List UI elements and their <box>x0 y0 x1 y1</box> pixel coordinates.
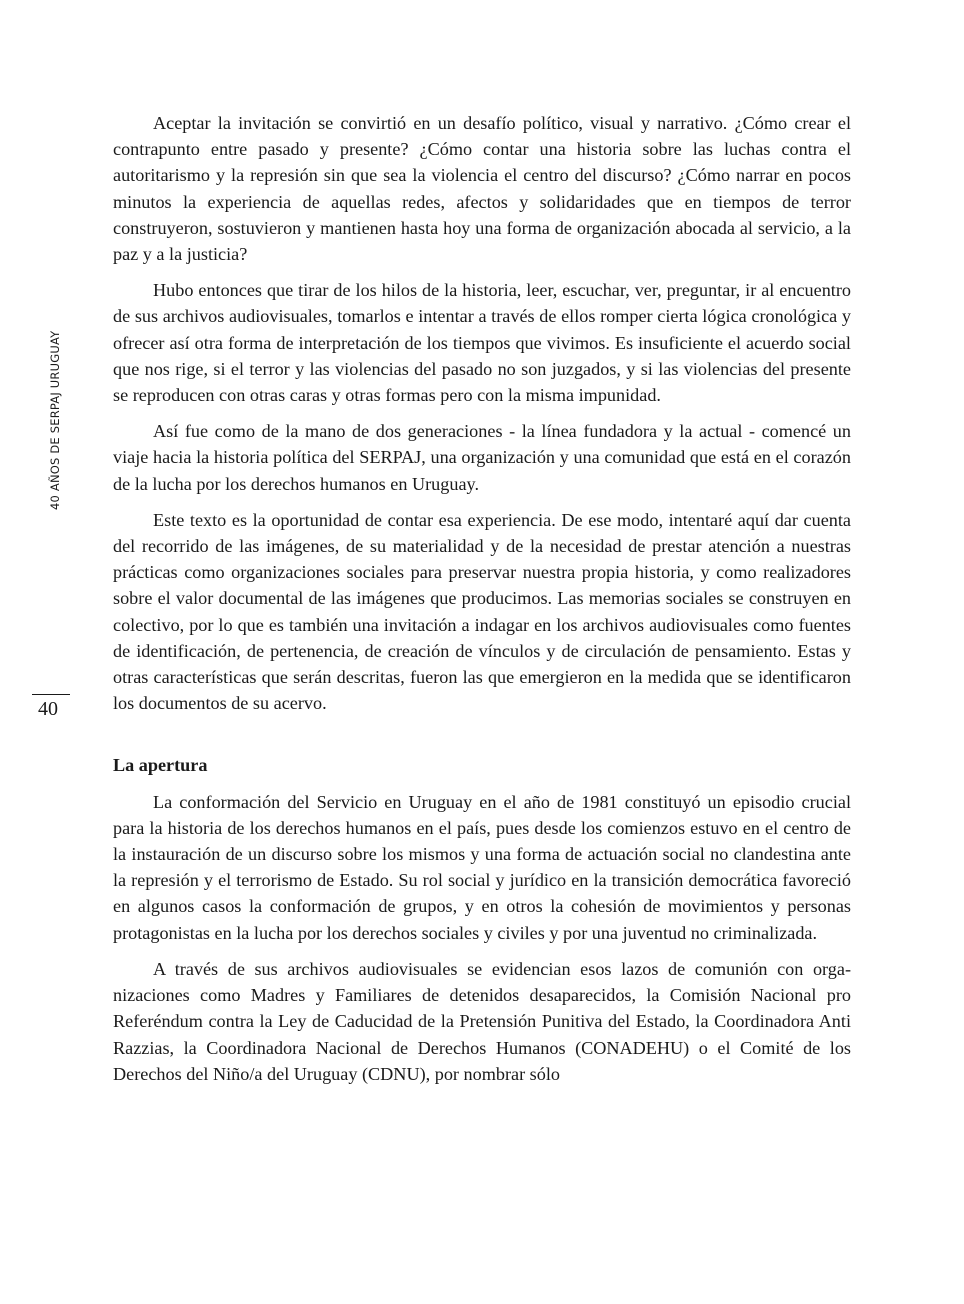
folio-rule <box>32 694 70 695</box>
paragraph: Este texto es la oportunidad de contar esa experiencia. De ese modo, intentaré aquí dar cuenta del recorrido de las imágenes, de su materialidad y de la necesidad de prestar atención a nuestras prácticas como organizaciones sociales para preservar nuestra propia historia, y como realizadores sobre el valor documental de las imágenes que producimos. Las memorias sociales se construyen en colectivo, por lo que es también una invitación a indagar en los archivos audiovisuales como fuentes de identificación, de pertenencia, de creación de vínculos y de circulación de pensamiento. Estas y otras características que serán descritas, fueron las que emergieron en la medida que se identificaron los documentos de su acervo. <box>113 509 851 714</box>
section-heading: La apertura <box>113 755 208 776</box>
paragraph: La conformación del Servicio en Uruguay en el año de 1981 constituyó un episodio crucial para la historia de los derechos humanos en el país, pues desde los comienzos estuvo en el centro de la instauración de un discurso sobre los mismos y una forma de actuación social no clandestina ante la represión y el terrorismo de Estado. Su rol social y jurídico en la transición democrática favoreció en algunos casos la conformación de grupos, y en otros la cohesión de movimientos y personas protagonistas en la lucha por los derechos sociales y civiles y por una juventud no criminalizada. <box>113 791 851 943</box>
page-number: 40 <box>38 698 58 720</box>
body-text <box>113 110 851 1097</box>
running-head-text: 40 AÑOS DE SERPAJ URUGUAY <box>48 330 62 510</box>
paragraph: Así fue como de la mano de dos generaciones - la línea fundadora y la actual - comencé un viaje hacia la historia política del SERPAJ, una organización y una comunidad que está en el corazón de la lucha por los derechos humanos en Uruguay. <box>113 421 851 494</box>
running-head <box>48 330 66 520</box>
paragraph: A través de sus archivos audiovisuales se evidencian esos lazos de comunión con organizaciones como Madres y Familiares de detenidos desaparecidos, la Comisión Nacional pro Referéndum contra la Ley de Caducidad de la Pretensión Punitiva del Estado, la Coordinadora Anti Razzias, la Coordinadora Nacional de Derechos Humanos (CONADEHU) o el Comité de los Derechos del Niño/a del Uruguay (CDNU), por nombrar sólo <box>113 958 851 1084</box>
paragraph: Hubo entonces que tirar de los hilos de la historia, leer, escuchar, ver, preguntar, ir al encuentro de sus archivos audiovisuales, tomarlos e intentar a través de ellos romper cierta lógica cronológica y ofrecer así otra forma de interpretación de los tiempos que vivimos. Es insuficiente el acuerdo social que nos rige, si el terror y las violencias del pasado no son juzgados, y si las violencias del presente se reproducen con otras caras y otras formas pero con la misma impunidad. <box>113 280 851 406</box>
paragraph: Aceptar la invitación se convirtió en un desafío político, visual y narrativo. ¿Cómo crear el contrapunto entre pasado y presente? ¿Cómo contar una historia sobre las luchas contra el autoritarismo y la represión sin que sea la violencia el centro del discurso? ¿Cómo narrar en pocos minutos la experiencia de aquellas redes, afectos y solidaridades que en tiempos de terror construyeron, sostuvieron y mantienen hasta hoy una forma de organización abocada al servicio, a la paz y a la justicia? <box>113 113 851 265</box>
